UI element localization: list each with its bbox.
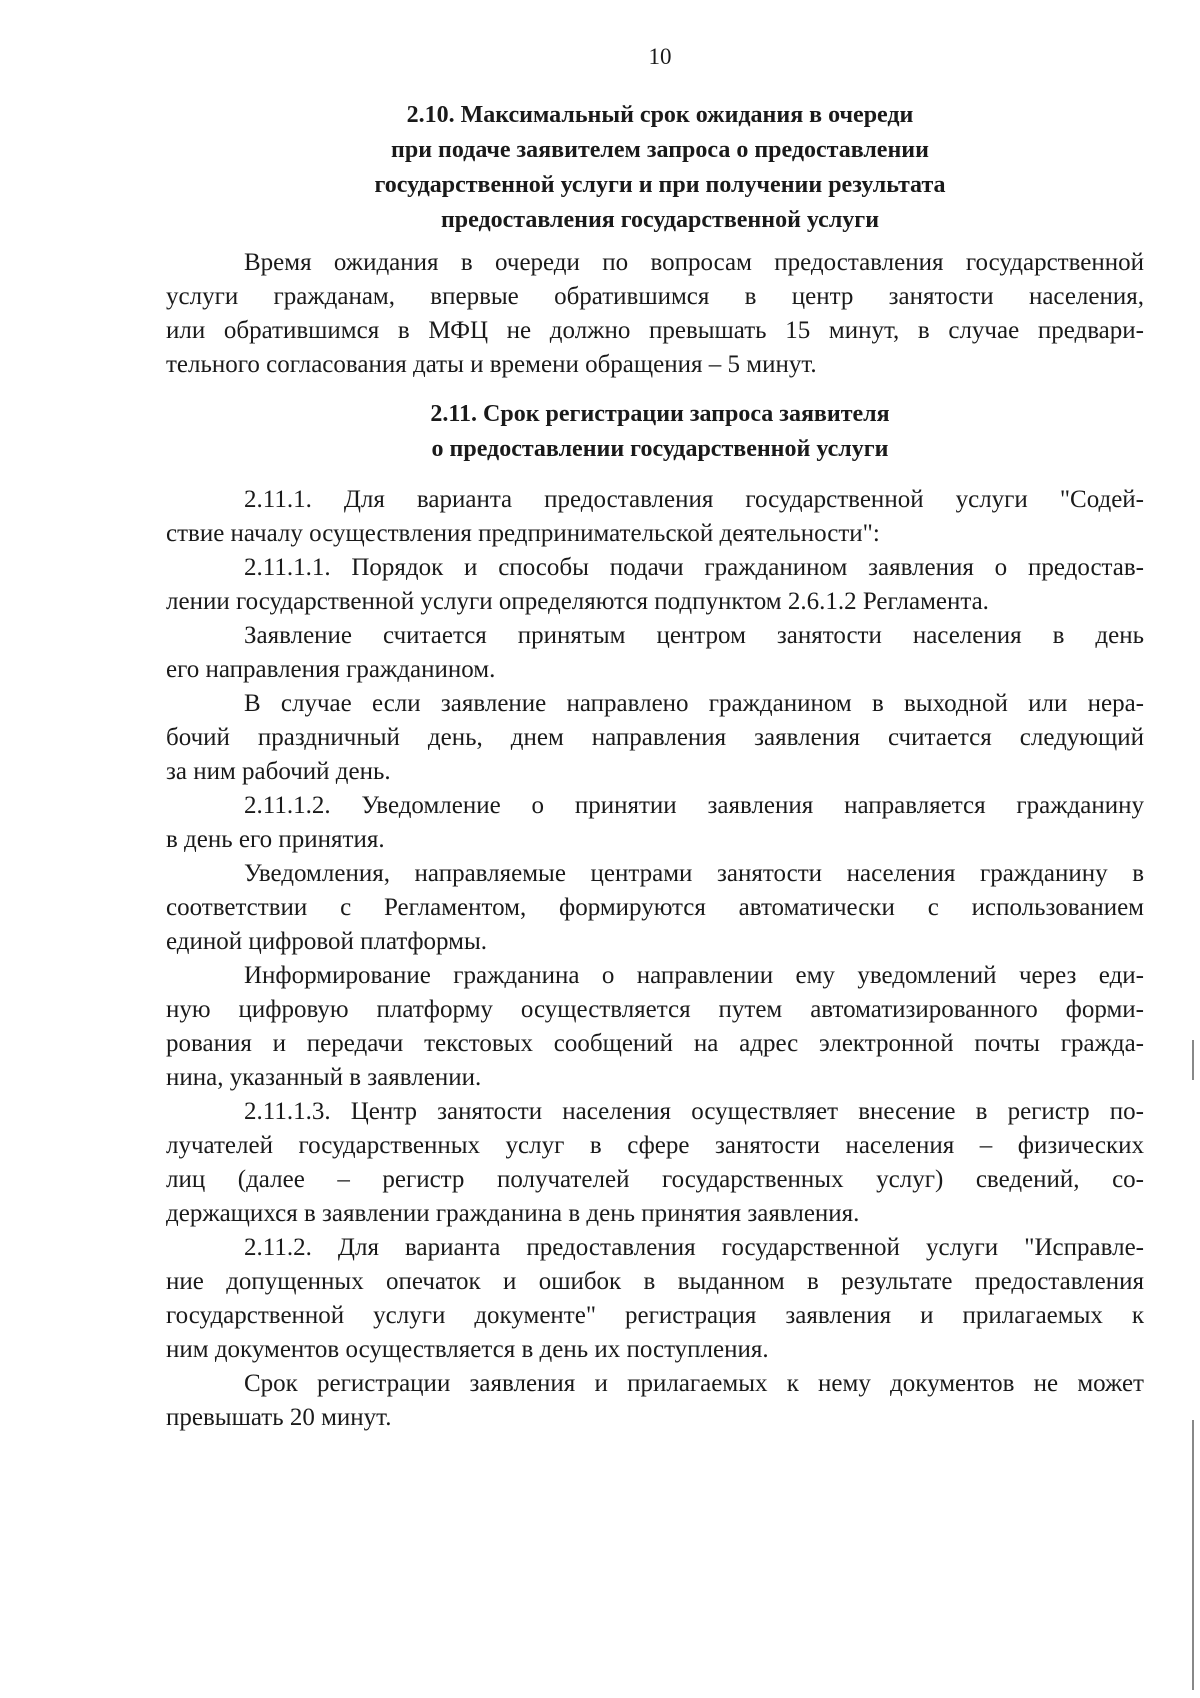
heading-line: 2.10. Максимальный срок ожидания в очереди [406,102,914,128]
text-line: бочий праздничный день, днем направления заявления считается следующий [166,724,1144,751]
text-line: тельного согласования даты и времени обращения – 5 минут. [166,351,817,378]
section-2-10-heading [170,98,1150,238]
text-line: за ним рабочий день. [166,758,391,785]
text-line: ним документов осуществляется в день их поступления. [166,1336,769,1363]
heading-line: предоставления государственной услуги [440,207,880,233]
text-line: ную цифровую платформу осуществляется путем автоматизированного форми- [166,996,1144,1023]
section-2-11-heading [170,397,1150,467]
text-line: Заявление считается принятым центром занятости населения в день [244,622,1144,649]
text-line: держащихся в заявлении гражданина в день принятия заявления. [166,1200,860,1227]
text-line: услуги гражданам, впервые обратившимся в центр занятости населения, [166,283,1144,310]
text-line: или обратившимся в МФЦ не должно превышать 15 минут, в случае предвари- [166,317,1144,344]
text-line: Время ожидания в очереди по вопросам предоставления государственной [244,249,1144,276]
text-line: 2.11.1. Для варианта предоставления государственной услуги "Содей- [244,486,1144,513]
text-line: соответствии с Регламентом, формируются автоматически с использованием [166,894,1144,921]
text-line: государственной услуги документе" регистрация заявления и прилагаемых к [166,1302,1144,1329]
text-line: рования и передачи текстовых сообщений на адрес электронной почты гражда- [166,1030,1144,1057]
heading-line: о предоставлении государственной услуги [431,436,889,462]
heading-line: при подаче заявителем запроса о предоставлении [391,137,929,163]
section-2-11-body [166,483,1144,1435]
text-line: Информирование гражданина о направлении ему уведомлений через еди- [244,962,1144,989]
text-line: нина, указанный в заявлении. [166,1064,482,1091]
text-line: превышать 20 минут. [166,1404,392,1431]
scan-edge-mark [1192,1040,1194,1080]
text-line: лении государственной услуги определяются подпунктом 2.6.1.2 Регламента. [166,588,989,615]
text-line: 2.11.1.3. Центр занятости населения осуществляет внесение в регистр по- [244,1098,1144,1125]
scan-edge-mark [1192,1420,1194,1690]
text-line: 2.11.1.2. Уведомление о принятии заявления направляется гражданину [244,792,1144,819]
text-line: 2.11.1.1. Порядок и способы подачи гражданином заявления о предостав- [244,554,1144,581]
section-2-10-paragraph [166,246,1144,382]
heading-line: 2.11. Срок регистрации запроса заявителя [430,401,890,427]
text-line: Уведомления, направляемые центрами занятости населения гражданину в [244,860,1144,887]
heading-line: государственной услуги и при получении результата [374,172,946,198]
text-line: его направления гражданином. [166,656,496,683]
text-line: 2.11.2. Для варианта предоставления государственной услуги "Исправле- [244,1234,1144,1261]
page-number: 10 [648,44,672,69]
text-line: лиц (далее – регистр получателей государственных услуг) сведений, со- [166,1166,1144,1193]
text-line: лучателей государственных услуг в сфере занятости населения – физических [166,1132,1144,1159]
text-line: ние допущенных опечаток и ошибок в выданном в результате предоставления [166,1268,1144,1295]
text-line: В случае если заявление направлено гражданином в выходной или нера- [244,690,1144,717]
text-line: единой цифровой платформы. [166,928,488,955]
text-line: в день его принятия. [166,826,385,853]
text-line: ствие началу осуществления предпринимательской деятельности": [166,520,880,547]
text-line: Срок регистрации заявления и прилагаемых к нему документов не может [244,1370,1144,1397]
